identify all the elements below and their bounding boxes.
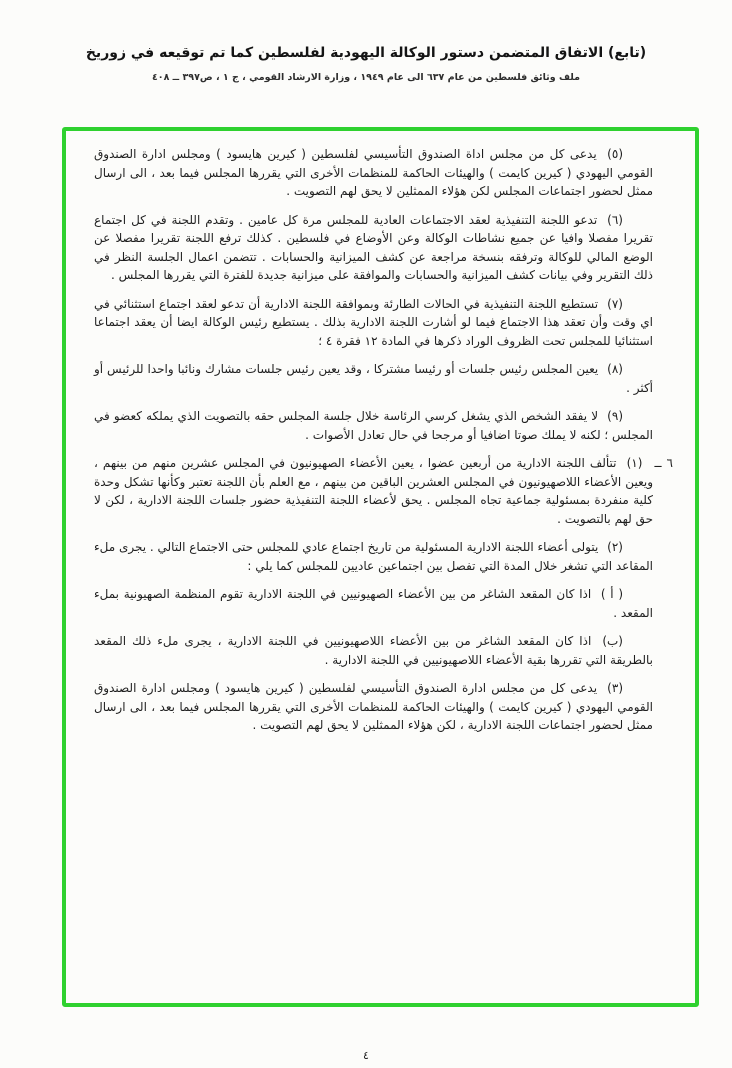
paragraph-text: يعين المجلس رئيس جلسات أو رئيسا مشتركا ، وقد يعين رئيس جلسات مشارك ونائبا واحدا للرئيس أو أكثر . xyxy=(94,362,653,395)
paragraph-article6-2a xyxy=(94,585,653,622)
paragraph-text: يدعى كل من مجلس ادارة الصندوق التأسيسي لفلسطين ( كيرين هايسود ) ومجلس ادارة الصندوق القومي اليهودي ( كيرين كايمت ) والهيئات الحاكمة للمنظمات الأخرى التي يقررها المجلس فيما بعد ، الى ارسال ممثل لحضور اجتماعات اللجنة الادارية ، لكن هؤلاء الممثلين لا يحق لهم التصويت . xyxy=(94,681,653,732)
paragraph-8 xyxy=(94,360,653,397)
paragraph-marker: (٧) xyxy=(607,296,623,311)
green-border-box xyxy=(62,127,699,1007)
paragraph-text: اذا كان المقعد الشاغر من بين الأعضاء الصهيونيين في اللجنة الادارية تقوم المنظمة الصهيونية بملء المقعد . xyxy=(94,587,653,620)
paragraph-text: تدعو اللجنة التنفيذية لعقد الاجتماعات العادية للمجلس مرة كل عامين . وتقدم اللجنة في كل اجتماع تقريرا مفصلا وافيا عن جميع نشاطات الوكالة وعن الأوضاع في فلسطين . كذلك ترفع اللجنة تقريرا مفصلا عن الوضع المالي للوكالة وترفقه بنسخة مراجعة عن كشف الميزانية والحسابات . تتضمن اعمال الجلسة النظر في ذلك التقرير وفي بيانات كشف الميزانية والحسابات والموافقة على ميزانية جديدة للفترة التي يقررها المجلس . xyxy=(94,212,653,282)
document-title: (تابع) الاتفاق المتضمن دستور الوكالة اليهودية لفلسطين كما تم توقيعه في زوريخ xyxy=(85,45,647,61)
paragraph-marker: (٦) xyxy=(607,212,623,227)
source-line: ملف وثائق فلسطين من عام ٦٣٧ الى عام ١٩٤٩ ، وزارة الارشاد القومي ، ج ١ ، ص٣٩٧ ــ ٤٠٨ xyxy=(151,71,581,83)
paragraph-article6-1 xyxy=(94,454,673,528)
paragraph-marker: (٣) xyxy=(607,681,623,695)
document-header xyxy=(0,44,732,83)
paragraph-marker: (٨) xyxy=(607,362,623,376)
paragraph-marker: (٩) xyxy=(607,409,623,423)
paragraph-marker: (٢) xyxy=(607,540,623,554)
paragraph-text: تتألف اللجنة الادارية من أربعين عضوا ، يعين الأعضاء الصهيونيون في المجلس عشرين منهم من بينهم ، ويعين الأعضاء اللاصهيونيون في المجلس العشرين الباقين من بينهم ، مع العلم بأن اللجنة تعتبر وكأنها تشكل وحدة كلية منفردة بمسئولية جماعية تجاه المجلس . يحق لأعضاء اللجنة التنفيذية حضور جلسات اللجنة الادارية ، لكن لا حق لهم بالتصويت . xyxy=(94,456,653,526)
paragraph-7 xyxy=(94,295,653,351)
paragraph-marker: ( أ ) xyxy=(600,587,623,601)
paragraph-article6-2b xyxy=(94,632,653,669)
paragraph-text: لا يفقد الشخص الذي يشغل كرسي الرئاسة خلال جلسة المجلس حقه بالتصويت الذي يملكه كعضو في المجلس ؛ لكنه لا يملك صوتا اضافيا أو مرجحا في حال تعادل الأصوات . xyxy=(94,409,653,442)
paragraph-article6-2 xyxy=(94,538,653,575)
paragraph-marker: (٥) xyxy=(607,147,623,161)
paragraph-text: تستطيع اللجنة التنفيذية في الحالات الطارئة وبموافقة اللجنة الادارية أن تدعو لعقد اجتماع استثنائي في اي وقت وأن تعقد هذا الاجتماع فيما لو أشارت اللجنة الادارية بذلك . يستطيع رئيس الوكالة ايضا أن يعقد اجتماعا استثنائيا للمجلس تحت الظروف الوراد ذكرها في المادة ١٢ فقرة ٤ ؛ xyxy=(94,296,653,348)
article-number: ٦ ــ xyxy=(654,456,673,470)
paragraph-marker: (ب) xyxy=(602,634,623,648)
paragraph-6 xyxy=(94,211,653,285)
paragraph-article6-3 xyxy=(94,679,653,735)
paragraph-5 xyxy=(94,145,653,201)
paragraph-marker: (١) xyxy=(626,456,643,470)
paragraph-text: اذا كان المقعد الشاغر من بين الأعضاء اللاصهيونيين في اللجنة الادارية ، يجرى ملء ذلك المقعد بالطريقة التي تقررها بقية الأعضاء اللاصهيونيين في اللجنة الادارية . xyxy=(94,634,653,667)
page-number: ٤ xyxy=(363,1049,369,1062)
paragraph-text: يتولى أعضاء اللجنة الادارية المسئولية من تاريخ اجتماع عادي للمجلس حتى الاجتماع التالي . يجرى ملء المقاعد التي تشغر خلال المدة التي تفصل بين اجتماعين عاديين للمجلس كما يلي : xyxy=(94,540,653,573)
paragraph-9 xyxy=(94,407,653,444)
paragraph-text: يدعى كل من مجلس اداة الصندوق التأسيسي لفلسطين ( كيرين هايسود ) ومجلس ادارة الصندوق القومي اليهودي ( كيرين كايمت ) والهيئات الحاكمة للمنظمات الأخرى التي يقررها المجلس فيما بعد ، الى ارسال ممثل لحضور اجتماعات المجلس لكن هؤلاء الممثلين لا يحق لهم التصويت . xyxy=(94,147,653,198)
